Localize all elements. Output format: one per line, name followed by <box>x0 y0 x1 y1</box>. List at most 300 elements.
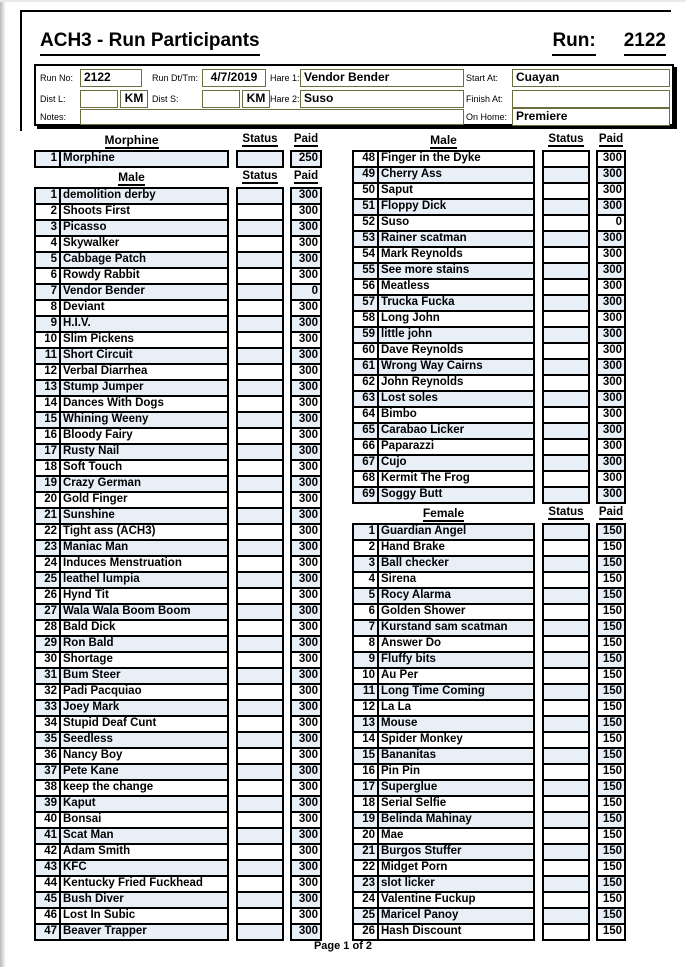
row-number-cell: 1 <box>34 150 61 168</box>
row-paid-cell: 300 <box>290 763 322 781</box>
row-number-cell: 1 <box>34 187 61 205</box>
row-number-cell: 2 <box>352 539 379 557</box>
row-paid-cell: 300 <box>290 923 322 941</box>
row-number-cell: 24 <box>34 555 61 573</box>
row-name-cell: Suso <box>377 214 535 232</box>
row-paid-cell: 300 <box>596 150 626 168</box>
row-number-cell: 7 <box>34 283 61 301</box>
status-header-text: Status <box>548 506 584 518</box>
row-status-cell <box>542 923 590 941</box>
row-paid-cell: 300 <box>290 571 322 589</box>
table-row <box>352 923 626 941</box>
dist-s-label: Dist S: <box>152 94 179 104</box>
section-rows <box>352 523 626 941</box>
row-paid-cell: 300 <box>290 827 322 845</box>
row-number-cell: 61 <box>352 358 379 376</box>
row-name-cell: Midget Porn <box>377 859 535 877</box>
row-name-cell: Kentucky Fried Fuckhead <box>59 875 229 893</box>
row-name-cell: Guardian Angel <box>377 523 535 541</box>
row-paid-cell: 300 <box>596 294 626 312</box>
row-number-cell: 17 <box>352 779 379 797</box>
row-name-cell: Morphine <box>59 150 229 168</box>
row-paid-cell: 300 <box>290 379 322 397</box>
column-gap <box>229 150 236 168</box>
row-name-cell: La La <box>377 699 535 717</box>
row-name-cell: Verbal Diarrhea <box>59 363 229 381</box>
row-paid-cell: 300 <box>596 470 626 488</box>
row-name-cell: Deviant <box>59 299 229 317</box>
row-name-cell: Rusty Nail <box>59 443 229 461</box>
row-number-cell: 23 <box>34 539 61 557</box>
status-column-header <box>542 133 590 149</box>
row-paid-cell: 300 <box>290 667 322 685</box>
row-number-cell: 18 <box>352 795 379 813</box>
row-number-cell: 56 <box>352 278 379 296</box>
row-paid-cell: 300 <box>290 395 322 413</box>
row-number-cell: 6 <box>352 603 379 621</box>
row-name-cell: Wrong Way Cairns <box>377 358 535 376</box>
row-number-cell: 3 <box>34 219 61 237</box>
row-name-cell: Cherry Ass <box>377 166 535 184</box>
row-name-cell: Vendor Bender <box>59 283 229 301</box>
row-name-cell: Stupid Deaf Cunt <box>59 715 229 733</box>
row-name-cell: Bald Dick <box>59 619 229 637</box>
row-paid-cell: 300 <box>290 859 322 877</box>
column-gap <box>229 923 236 941</box>
row-name-cell: slot licker <box>377 875 535 893</box>
section-header <box>34 133 322 149</box>
table-row <box>34 150 322 168</box>
row-name-cell: Shoots First <box>59 203 229 221</box>
row-paid-cell: 150 <box>596 843 626 861</box>
section-header <box>352 506 626 522</box>
status-header-text: Status <box>242 170 278 182</box>
row-paid-cell: 300 <box>290 635 322 653</box>
row-name-cell: Adam Smith <box>59 843 229 861</box>
on-home-field: Premiere <box>512 108 670 126</box>
row-paid-cell: 300 <box>290 235 322 253</box>
row-number-cell: 6 <box>34 267 61 285</box>
row-paid-cell: 300 <box>290 651 322 669</box>
row-name-cell: Shortage <box>59 651 229 669</box>
row-name-cell: Stump Jumper <box>59 379 229 397</box>
row-paid-cell: 300 <box>596 166 626 184</box>
report-title: ACH3 - Run Participants <box>40 30 260 56</box>
start-at-label: Start At: <box>466 73 499 83</box>
row-paid-cell: 250 <box>290 150 322 168</box>
row-number-cell: 5 <box>352 587 379 605</box>
row-name-cell: Long John <box>377 310 535 328</box>
row-number-cell: 21 <box>34 507 61 525</box>
hare2-field: Suso <box>300 90 464 108</box>
row-paid-cell: 300 <box>596 438 626 456</box>
row-paid-cell: 150 <box>596 715 626 733</box>
row-paid-cell: 300 <box>596 182 626 200</box>
row-paid-cell: 300 <box>290 715 322 733</box>
row-name-cell: Ball checker <box>377 555 535 573</box>
row-name-cell: Scat Man <box>59 827 229 845</box>
row-name-cell: Gold Finger <box>59 491 229 509</box>
row-name-cell: Bum Steer <box>59 667 229 685</box>
row-number-cell: 29 <box>34 635 61 653</box>
row-name-cell: Ron Bald <box>59 635 229 653</box>
row-name-cell: Pete Kane <box>59 763 229 781</box>
row-paid-cell: 150 <box>596 747 626 765</box>
row-paid-cell: 300 <box>290 315 322 333</box>
row-number-cell: 45 <box>34 891 61 909</box>
start-at-field: Cuayan <box>512 69 670 87</box>
row-paid-cell: 150 <box>596 779 626 797</box>
row-name-cell: Mark Reynolds <box>377 246 535 264</box>
row-number-cell: 2 <box>34 203 61 221</box>
row-name-cell: Serial Selfie <box>377 795 535 813</box>
row-paid-cell: 300 <box>290 891 322 909</box>
row-name-cell: Hash Discount <box>377 923 535 941</box>
hare1-field: Vendor Bender <box>300 69 464 87</box>
row-name-cell: Tight ass (ACH3) <box>59 523 229 541</box>
row-paid-cell: 150 <box>596 827 626 845</box>
participants-column-right <box>352 133 626 941</box>
row-number-cell: 13 <box>34 379 61 397</box>
row-number-cell: 12 <box>352 699 379 717</box>
dist-s-unit: KM <box>242 90 270 108</box>
row-name-cell: John Reynolds <box>377 374 535 392</box>
row-number-cell: 69 <box>352 486 379 504</box>
row-number-cell: 48 <box>352 150 379 168</box>
row-number-cell: 68 <box>352 470 379 488</box>
row-name-cell: Bananitas <box>377 747 535 765</box>
row-paid-cell: 150 <box>596 651 626 669</box>
row-number-cell: 43 <box>34 859 61 877</box>
row-paid-cell: 150 <box>596 859 626 877</box>
row-paid-cell: 150 <box>596 571 626 589</box>
row-name-cell: Spider Monkey <box>377 731 535 749</box>
row-number-cell: 37 <box>34 763 61 781</box>
paid-column-header <box>596 133 626 149</box>
row-name-cell: Hand Brake <box>377 539 535 557</box>
row-paid-cell: 300 <box>596 230 626 248</box>
row-paid-cell: 150 <box>596 619 626 637</box>
row-number-cell: 24 <box>352 891 379 909</box>
row-name-cell: Mae <box>377 827 535 845</box>
table-section <box>352 506 626 941</box>
row-number-cell: 14 <box>34 395 61 413</box>
row-name-cell: Picasso <box>59 219 229 237</box>
row-name-cell: Soft Touch <box>59 459 229 477</box>
row-number-cell: 9 <box>34 315 61 333</box>
row-paid-cell: 300 <box>290 427 322 445</box>
row-paid-cell: 150 <box>596 795 626 813</box>
row-number-cell: 47 <box>34 923 61 941</box>
row-name-cell: Cabbage Patch <box>59 251 229 269</box>
row-paid-cell: 300 <box>596 454 626 472</box>
row-name-cell: little john <box>377 326 535 344</box>
row-paid-cell: 150 <box>596 635 626 653</box>
row-name-cell: Burgos Stuffer <box>377 843 535 861</box>
row-number-cell: 19 <box>352 811 379 829</box>
row-name-cell: Crazy German <box>59 475 229 493</box>
row-status-cell <box>236 150 284 168</box>
row-name-cell: Wala Wala Boom Boom <box>59 603 229 621</box>
row-number-cell: 25 <box>34 571 61 589</box>
section-rows <box>34 150 322 168</box>
row-name-cell: Sunshine <box>59 507 229 525</box>
row-paid-cell: 300 <box>596 310 626 328</box>
row-number-cell: 57 <box>352 294 379 312</box>
row-name-cell: Dances With Dogs <box>59 395 229 413</box>
section-title <box>352 133 535 149</box>
row-number-cell: 26 <box>34 587 61 605</box>
row-paid-cell: 300 <box>290 219 322 237</box>
row-name-cell: Saput <box>377 182 535 200</box>
row-number-cell: 7 <box>352 619 379 637</box>
row-paid-cell: 300 <box>290 363 322 381</box>
row-name-cell: Fluffy bits <box>377 651 535 669</box>
page-footer: Page 1 of 2 <box>313 940 373 952</box>
row-paid-cell: 300 <box>596 390 626 408</box>
row-number-cell: 62 <box>352 374 379 392</box>
row-number-cell: 1 <box>352 523 379 541</box>
row-number-cell: 51 <box>352 198 379 216</box>
row-name-cell: Kaput <box>59 795 229 813</box>
row-name-cell: Seedless <box>59 731 229 749</box>
row-number-cell: 23 <box>352 875 379 893</box>
row-number-cell: 22 <box>352 859 379 877</box>
row-name-cell: Rainer scatman <box>377 230 535 248</box>
row-paid-cell: 150 <box>596 587 626 605</box>
hare1-label: Hare 1: <box>270 73 300 83</box>
row-name-cell: Floppy Dick <box>377 198 535 216</box>
row-number-cell: 65 <box>352 422 379 440</box>
row-name-cell: keep the change <box>59 779 229 797</box>
row-paid-cell: 300 <box>596 422 626 440</box>
row-paid-cell: 300 <box>290 491 322 509</box>
row-paid-cell: 300 <box>290 779 322 797</box>
row-paid-cell: 300 <box>290 843 322 861</box>
row-paid-cell: 150 <box>596 923 626 941</box>
row-number-cell: 49 <box>352 166 379 184</box>
row-number-cell: 16 <box>352 763 379 781</box>
table-row <box>352 486 626 504</box>
row-name-cell: Skywalker <box>59 235 229 253</box>
row-paid-cell: 150 <box>596 907 626 925</box>
row-name-cell: Rocy Alarma <box>377 587 535 605</box>
row-number-cell: 30 <box>34 651 61 669</box>
row-paid-cell: 300 <box>596 342 626 360</box>
section-rows <box>34 187 322 941</box>
run-dt-label: Run Dt/Tm: <box>152 73 199 83</box>
dist-s-field <box>202 90 240 108</box>
finish-at-label: Finish At: <box>466 94 504 104</box>
row-number-cell: 38 <box>34 779 61 797</box>
run-info-form <box>34 64 674 126</box>
row-number-cell: 31 <box>34 667 61 685</box>
row-number-cell: 33 <box>34 699 61 717</box>
paid-header-text: Paid <box>598 506 624 518</box>
row-name-cell: See more stains <box>377 262 535 280</box>
row-paid-cell: 300 <box>290 331 322 349</box>
row-name-cell: Sirena <box>377 571 535 589</box>
run-no-field: 2122 <box>80 69 142 87</box>
row-paid-cell: 300 <box>596 278 626 296</box>
row-number-cell: 12 <box>34 363 61 381</box>
row-name-cell: Meatless <box>377 278 535 296</box>
row-name-cell: Long Time Coming <box>377 683 535 701</box>
row-number-cell: 25 <box>352 907 379 925</box>
row-paid-cell: 300 <box>290 699 322 717</box>
row-name-cell: Joey Mark <box>59 699 229 717</box>
row-number-cell: 53 <box>352 230 379 248</box>
row-paid-cell: 150 <box>596 699 626 717</box>
row-number-cell: 67 <box>352 454 379 472</box>
row-number-cell: 14 <box>352 731 379 749</box>
row-name-cell: Padi Pacquiao <box>59 683 229 701</box>
row-number-cell: 8 <box>34 299 61 317</box>
row-number-cell: 36 <box>34 747 61 765</box>
row-number-cell: 39 <box>34 795 61 813</box>
row-paid-cell: 150 <box>596 683 626 701</box>
section-title-text: Female <box>422 506 465 520</box>
row-name-cell: Paparazzi <box>377 438 535 456</box>
row-number-cell: 50 <box>352 182 379 200</box>
row-name-cell: Dave Reynolds <box>377 342 535 360</box>
row-number-cell: 27 <box>34 603 61 621</box>
status-column-header <box>236 133 284 149</box>
row-name-cell: Mouse <box>377 715 535 733</box>
row-name-cell: Kurstand sam scatman <box>377 619 535 637</box>
row-number-cell: 22 <box>34 523 61 541</box>
column-gap <box>535 923 542 941</box>
row-name-cell: Pin Pin <box>377 763 535 781</box>
row-name-cell: Bloody Fairy <box>59 427 229 445</box>
run-header <box>552 30 666 56</box>
run-number: 2122 <box>624 30 666 56</box>
row-paid-cell: 300 <box>290 507 322 525</box>
row-number-cell: 5 <box>34 251 61 269</box>
row-name-cell: Au Per <box>377 667 535 685</box>
row-number-cell: 15 <box>34 411 61 429</box>
row-name-cell: Bonsai <box>59 811 229 829</box>
row-paid-cell: 300 <box>290 523 322 541</box>
row-number-cell: 63 <box>352 390 379 408</box>
status-header-text: Status <box>242 133 278 145</box>
finish-at-field <box>512 90 670 108</box>
row-paid-cell: 150 <box>596 875 626 893</box>
row-name-cell: Maricel Panoy <box>377 907 535 925</box>
table-section <box>352 133 626 504</box>
table-row <box>34 923 322 941</box>
row-name-cell: Bimbo <box>377 406 535 424</box>
row-paid-cell: 300 <box>290 683 322 701</box>
row-paid-cell: 300 <box>290 587 322 605</box>
page-edge-shadow <box>0 0 6 967</box>
row-name-cell: Golden Shower <box>377 603 535 621</box>
row-number-cell: 13 <box>352 715 379 733</box>
row-number-cell: 20 <box>352 827 379 845</box>
row-paid-cell: 150 <box>596 603 626 621</box>
header-frame-left-line <box>20 10 22 131</box>
section-title-text: Male <box>118 170 145 184</box>
row-paid-cell: 300 <box>290 747 322 765</box>
row-paid-cell: 300 <box>596 406 626 424</box>
notes-label: Notes: <box>40 112 67 122</box>
row-paid-cell: 150 <box>596 763 626 781</box>
row-paid-cell: 300 <box>290 811 322 829</box>
row-paid-cell: 150 <box>596 811 626 829</box>
row-number-cell: 3 <box>352 555 379 573</box>
notes-field <box>80 109 464 125</box>
row-name-cell: Finger in the Dyke <box>377 150 535 168</box>
row-paid-cell: 300 <box>290 731 322 749</box>
row-paid-cell: 300 <box>596 246 626 264</box>
run-dt-field: 4/7/2019 <box>202 69 266 87</box>
row-paid-cell: 300 <box>290 411 322 429</box>
paid-header-text: Paid <box>293 133 319 145</box>
row-paid-cell: 300 <box>290 443 322 461</box>
row-number-cell: 10 <box>34 331 61 349</box>
row-name-cell: Lost In Subic <box>59 907 229 925</box>
section-title-text: Morphine <box>104 133 159 147</box>
row-paid-cell: 300 <box>290 539 322 557</box>
row-name-cell: Hynd Tit <box>59 587 229 605</box>
row-paid-cell: 300 <box>290 251 322 269</box>
row-paid-cell: 300 <box>596 198 626 216</box>
row-name-cell: Belinda Mahinay <box>377 811 535 829</box>
row-name-cell: Answer Do <box>377 635 535 653</box>
row-paid-cell: 300 <box>596 358 626 376</box>
row-paid-cell: 150 <box>596 523 626 541</box>
row-paid-cell: 0 <box>596 214 626 232</box>
row-number-cell: 42 <box>34 843 61 861</box>
paid-header-text: Paid <box>293 170 319 182</box>
row-number-cell: 16 <box>34 427 61 445</box>
row-paid-cell: 300 <box>290 347 322 365</box>
row-name-cell: Short Circuit <box>59 347 229 365</box>
row-paid-cell: 300 <box>596 262 626 280</box>
status-header-text: Status <box>548 133 584 145</box>
row-number-cell: 11 <box>34 347 61 365</box>
row-number-cell: 54 <box>352 246 379 264</box>
row-name-cell: Maniac Man <box>59 539 229 557</box>
row-name-cell: Kermit The Frog <box>377 470 535 488</box>
run-label: Run: <box>552 30 595 56</box>
row-name-cell: Beaver Trapper <box>59 923 229 941</box>
paid-header-text: Paid <box>598 133 624 145</box>
row-paid-cell: 150 <box>596 539 626 557</box>
run-no-label: Run No: <box>40 73 74 83</box>
row-number-cell: 18 <box>34 459 61 477</box>
row-name-cell: Cujo <box>377 454 535 472</box>
table-section <box>34 170 322 941</box>
row-number-cell: 58 <box>352 310 379 328</box>
row-paid-cell: 150 <box>596 667 626 685</box>
row-paid-cell: 300 <box>596 486 626 504</box>
row-paid-cell: 300 <box>290 555 322 573</box>
header-frame-top-line <box>20 10 671 12</box>
section-title <box>352 506 535 522</box>
row-number-cell: 8 <box>352 635 379 653</box>
row-paid-cell: 300 <box>290 603 322 621</box>
row-name-cell: Induces Menstruation <box>59 555 229 573</box>
paid-column-header <box>596 506 626 522</box>
table-section <box>34 133 322 168</box>
row-number-cell: 9 <box>352 651 379 669</box>
row-name-cell: KFC <box>59 859 229 877</box>
row-paid-cell: 0 <box>290 283 322 301</box>
column-gap <box>535 486 542 504</box>
dist-l-label: Dist L: <box>40 94 66 104</box>
section-header <box>34 170 322 186</box>
